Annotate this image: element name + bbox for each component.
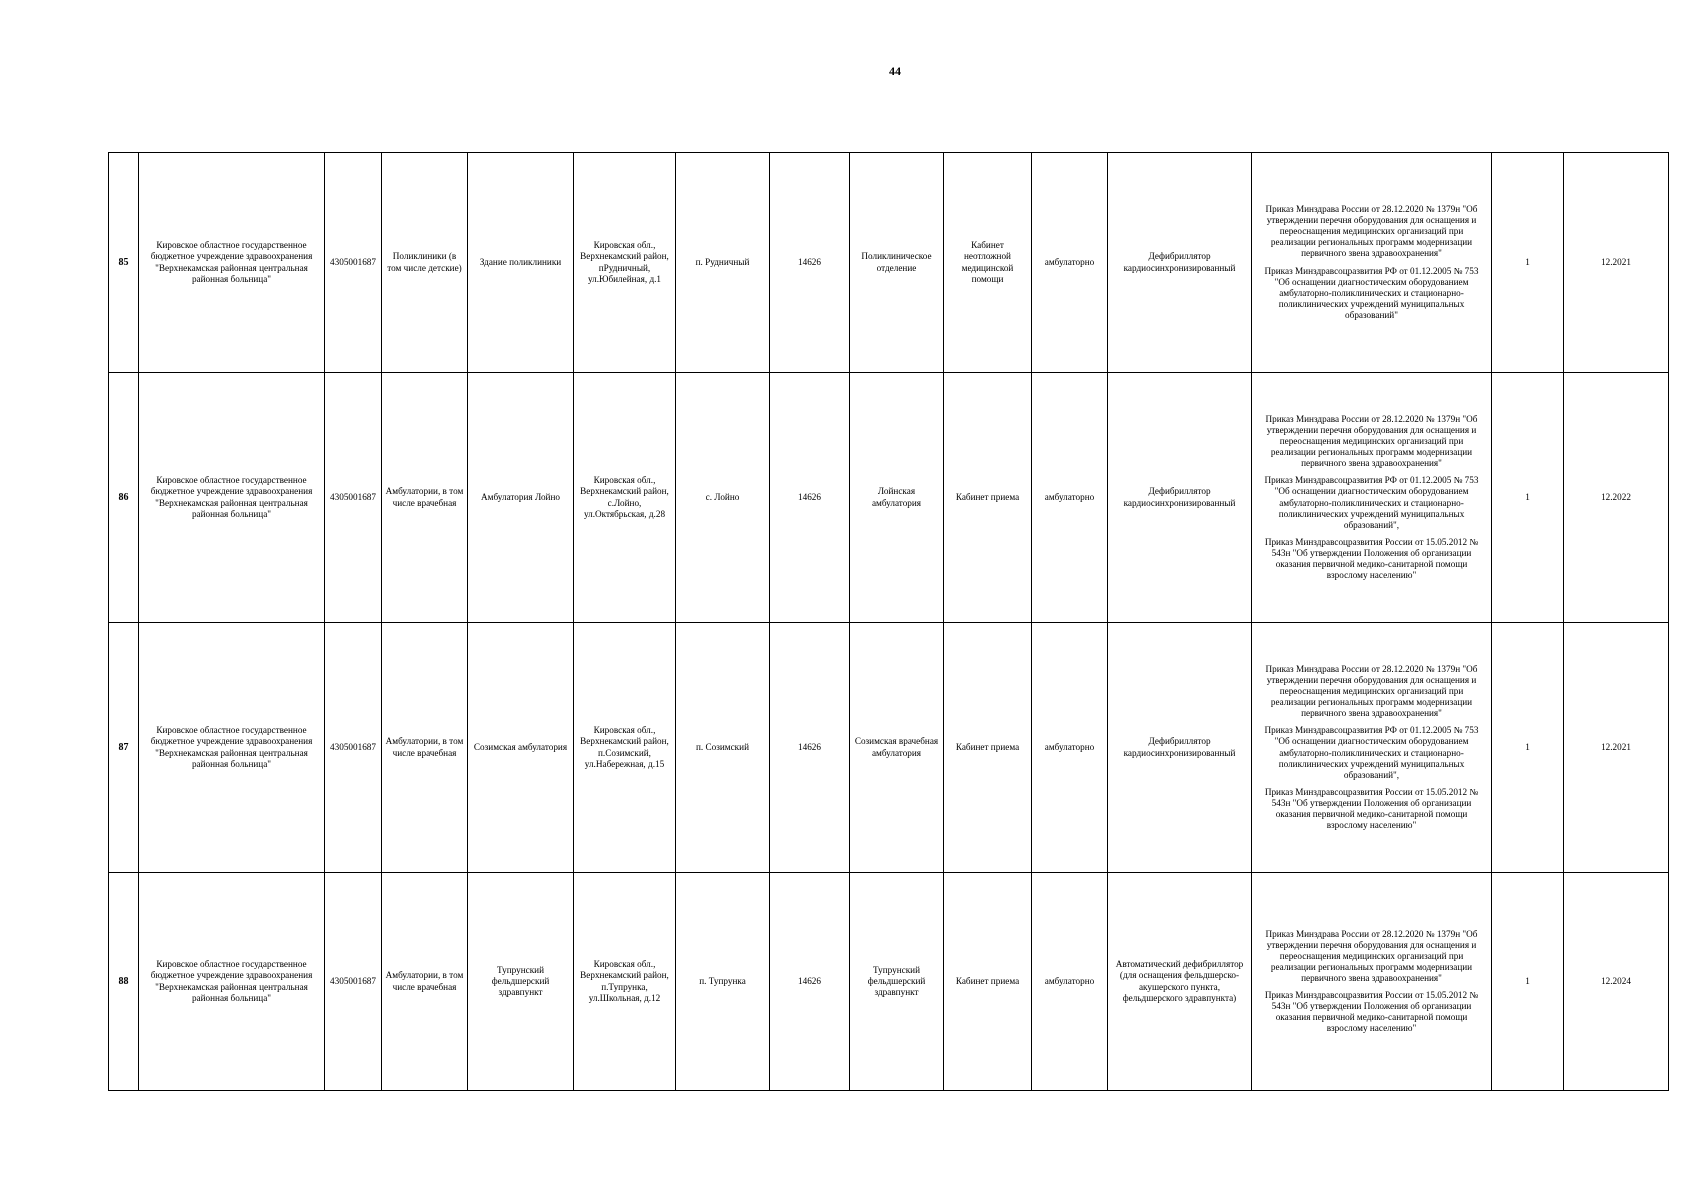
locality-cell: п. Тупрунка xyxy=(676,873,770,1091)
equipment-cell: Дефибриллятор кардиосинхронизированный xyxy=(1108,153,1252,373)
legal-ground: Приказ Минздравсоцразвития РФ от 01.12.2005 № 753 "Об оснащении диагностическим оборудованием амбулаторно-поликлинических и стационарно-поликлинических учреждений муниципальных образований", xyxy=(1264,725,1479,780)
table-row xyxy=(109,373,1669,623)
organization-cell: Кировское областное государственное бюджетное учреждение здравоохранения "Верхнекамская районная центральная районная больница" xyxy=(139,873,325,1091)
address-cell: Кировская обл., Верхнекамский район, п.Тупрунка, ул.Школьная, д.12 xyxy=(574,873,676,1091)
care-condition-cell: амбулаторно xyxy=(1032,373,1108,623)
code-cell: 14626 xyxy=(770,873,850,1091)
quantity-cell: 1 xyxy=(1492,873,1564,1091)
address-cell: Кировская обл., Верхнекамский район, п.Созимский, ул.Набережная, д.15 xyxy=(574,623,676,873)
date-cell: 12.2021 xyxy=(1564,623,1669,873)
legal-grounds-cell xyxy=(1252,373,1492,623)
legal-ground: Приказ Минздрава России от 28.12.2020 № 1379н "Об утверждении перечня оборудования для оснащения и переоснащения медицинских организаций при реализации региональных программ модернизации первичного звена здравоохранения" xyxy=(1265,928,1478,983)
quantity-cell: 1 xyxy=(1492,623,1564,873)
table-row xyxy=(109,873,1669,1091)
facility-type-cell: Амбулатории, в том числе врачебная xyxy=(382,623,468,873)
date-cell: 12.2024 xyxy=(1564,873,1669,1091)
room-cell: Кабинет приема xyxy=(944,873,1032,1091)
room-cell: Кабинет неотложной медицинской помощи xyxy=(944,153,1032,373)
legal-ground: Приказ Минздравсоцразвития России от 15.05.2012 № 543н "Об утверждении Положения об организации оказания первичной медико-санитарной помощи взрослому населению" xyxy=(1264,786,1479,830)
row-number: 85 xyxy=(109,153,139,373)
table-row xyxy=(109,623,1669,873)
building-cell: Здание поликлиники xyxy=(468,153,574,373)
inn-cell: 4305001687 xyxy=(325,153,382,373)
facility-type-cell: Амбулатории, в том числе врачебная xyxy=(382,873,468,1091)
legal-ground: Приказ Минздравсоцразвития РФ от 01.12.2005 № 753 "Об оснащении диагностическим оборудованием амбулаторно-поликлинических и стационарно-поликлинических учреждений муниципальных образований" xyxy=(1264,265,1479,320)
building-cell: Тупрунский фельдшерский здравпункт xyxy=(468,873,574,1091)
row-number: 86 xyxy=(109,373,139,623)
row-number: 88 xyxy=(109,873,139,1091)
table-row xyxy=(109,153,1669,373)
date-cell: 12.2021 xyxy=(1564,153,1669,373)
date-cell: 12.2022 xyxy=(1564,373,1669,623)
department-cell: Созимская врачебная амбулатория xyxy=(850,623,944,873)
department-cell: Тупрунский фельдшерский здравпункт xyxy=(850,873,944,1091)
quantity-cell: 1 xyxy=(1492,153,1564,373)
equipment-registry-table xyxy=(108,152,1669,1091)
building-cell: Амбулатория Лойно xyxy=(468,373,574,623)
room-cell: Кабинет приема xyxy=(944,373,1032,623)
facility-type-cell: Амбулатории, в том числе врачебная xyxy=(382,373,468,623)
legal-grounds-cell xyxy=(1252,153,1492,373)
inn-cell: 4305001687 xyxy=(325,873,382,1091)
locality-cell: с. Лойно xyxy=(676,373,770,623)
legal-grounds-cell xyxy=(1252,623,1492,873)
quantity-cell: 1 xyxy=(1492,373,1564,623)
equipment-cell: Автоматический дефибриллятор (для оснащения фельдшерско-акушерского пункта, фельдшерского здравпункта) xyxy=(1108,873,1252,1091)
organization-cell: Кировское областное государственное бюджетное учреждение здравоохранения "Верхнекамская районная центральная районная больница" xyxy=(139,373,325,623)
locality-cell: п. Созимский xyxy=(676,623,770,873)
locality-cell: п. Рудничный xyxy=(676,153,770,373)
care-condition-cell: амбулаторно xyxy=(1032,623,1108,873)
care-condition-cell: амбулаторно xyxy=(1032,153,1108,373)
legal-ground: Приказ Минздрава России от 28.12.2020 № 1379н "Об утверждении перечня оборудования для оснащения и переоснащения медицинских организаций при реализации региональных программ модернизации первичного звена здравоохранения" xyxy=(1265,204,1478,259)
inn-cell: 4305001687 xyxy=(325,373,382,623)
care-condition-cell: амбулаторно xyxy=(1032,873,1108,1091)
address-cell: Кировская обл., Верхнекамский район, с.Лойно, ул.Октябрьская, д.28 xyxy=(574,373,676,623)
legal-ground: Приказ Минздрава России от 28.12.2020 № 1379н "Об утверждении перечня оборудования для оснащения и переоснащения медицинских организаций при реализации региональных программ модернизации первичного звена здравоохранения" xyxy=(1265,414,1478,469)
equipment-cell: Дефибриллятор кардиосинхронизированный xyxy=(1108,373,1252,623)
legal-ground: Приказ Минздравсоцразвития России от 15.05.2012 № 543н "Об утверждении Положения об организации оказания первичной медико-санитарной помощи взрослому населению" xyxy=(1264,990,1479,1034)
facility-type-cell: Поликлиники (в том числе детские) xyxy=(382,153,468,373)
address-cell: Кировская обл., Верхнекамский район, пРудничный, ул.Юбилейная, д.1 xyxy=(574,153,676,373)
row-number: 87 xyxy=(109,623,139,873)
legal-ground: Приказ Минздрава России от 28.12.2020 № 1379н "Об утверждении перечня оборудования для оснащения и переоснащения медицинских организаций при реализации региональных программ модернизации первичного звена здравоохранения" xyxy=(1265,664,1478,719)
legal-grounds-cell xyxy=(1252,873,1492,1091)
organization-cell: Кировское областное государственное бюджетное учреждение здравоохранения "Верхнекамская районная центральная районная больница" xyxy=(139,153,325,373)
page-number: 44 xyxy=(889,64,901,78)
department-cell: Поликлиническое отделение xyxy=(850,153,944,373)
inn-cell: 4305001687 xyxy=(325,623,382,873)
code-cell: 14626 xyxy=(770,623,850,873)
code-cell: 14626 xyxy=(770,373,850,623)
legal-ground: Приказ Минздравсоцразвития России от 15.05.2012 № 543н "Об утверждении Положения об организации оказания первичной медико-санитарной помощи взрослому населению" xyxy=(1264,536,1479,580)
legal-ground: Приказ Минздравсоцразвития РФ от 01.12.2005 № 753 "Об оснащении диагностическим оборудованием амбулаторно-поликлинических и стационарно-поликлинических учреждений муниципальных образований", xyxy=(1264,475,1479,530)
equipment-cell: Дефибриллятор кардиосинхронизированный xyxy=(1108,623,1252,873)
building-cell: Созимская амбулатория xyxy=(468,623,574,873)
department-cell: Лойнская амбулатория xyxy=(850,373,944,623)
code-cell: 14626 xyxy=(770,153,850,373)
room-cell: Кабинет приема xyxy=(944,623,1032,873)
organization-cell: Кировское областное государственное бюджетное учреждение здравоохранения "Верхнекамская районная центральная районная больница" xyxy=(139,623,325,873)
